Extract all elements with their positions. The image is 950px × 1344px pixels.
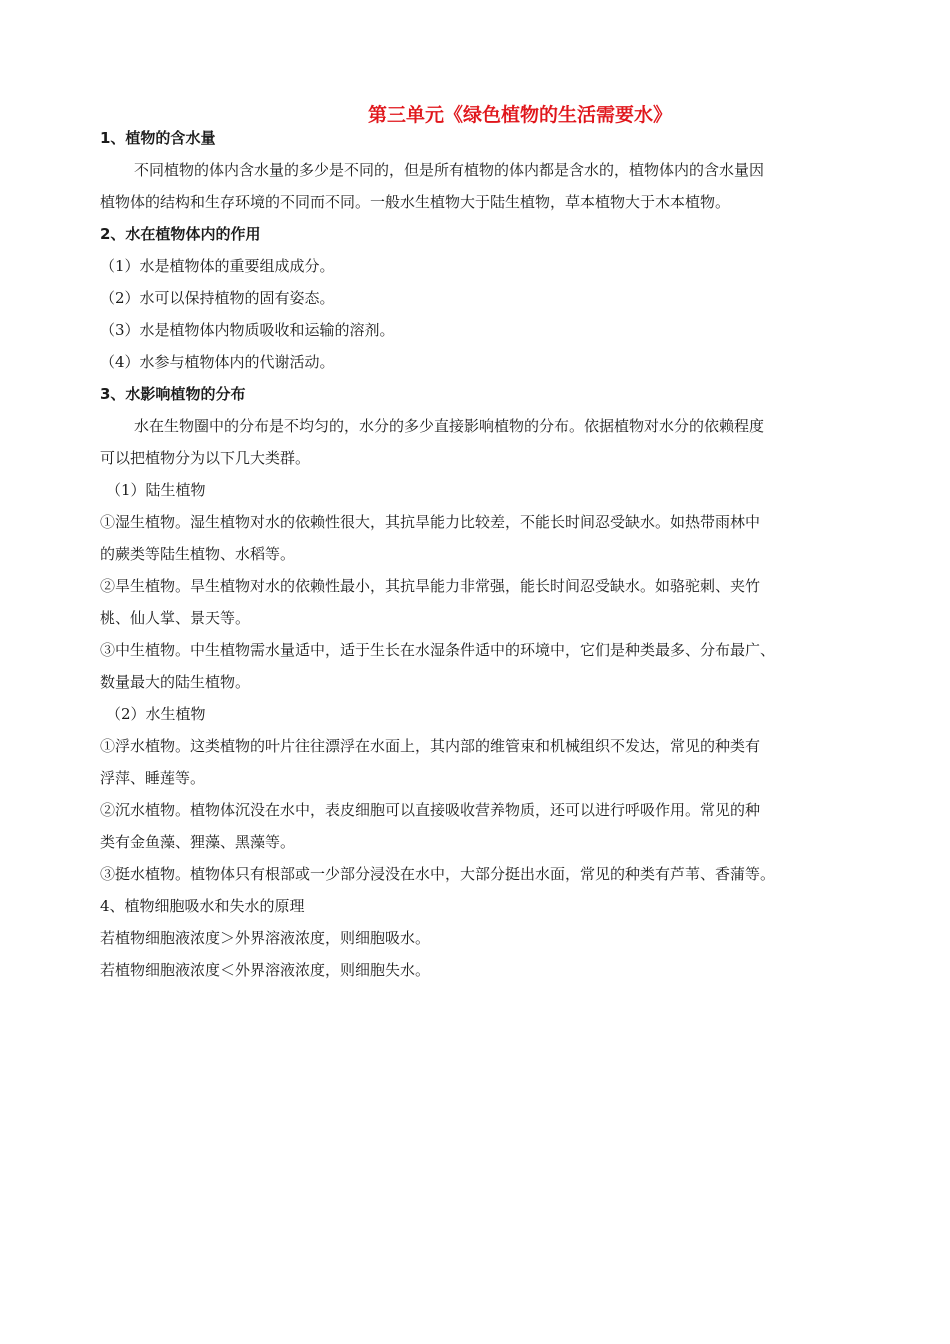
aquatic-plants-line: ③挺水植物。植物体只有根部或一少部分浸没在水中，大部分挺出水面，常见的种类有芦苇、香蒲等。 [100,865,776,883]
section-4-line: 若植物细胞液浓度＜外界溶液浓度，则细胞失水。 [100,961,431,979]
land-plants-line: 数量最大的陆生植物。 [100,673,251,691]
section-1-paragraph-line: 不同植物的体内含水量的多少是不同的，但是所有植物的体内都是含水的，植物体内的含水量因 [134,161,765,179]
section-2-item: （4）水参与植物体内的代谢活动。 [100,353,335,371]
section-3-paragraph-line: 可以把植物分为以下几大类群。 [100,449,311,467]
aquatic-plants-line: 浮萍、睡莲等。 [100,769,206,787]
section-2-item: （3）水是植物体内物质吸收和运输的溶剂。 [100,321,395,339]
land-plants-subheading: （1）陆生植物 [106,481,206,499]
land-plants-line: ②旱生植物。旱生植物对水的依赖性最小，其抗旱能力非常强，能长时间忍受缺水。如骆驼刺、夹竹 [100,577,761,595]
section-2-item: （1）水是植物体的重要组成成分。 [100,257,335,275]
section-1-heading: 1、植物的含水量 [100,129,216,147]
document-body [100,122,870,986]
aquatic-plants-line: 类有金鱼藻、狸藻、黑藻等。 [100,833,296,851]
section-2-heading: 2、水在植物体内的作用 [100,225,261,243]
aquatic-plants-subheading: （2）水生植物 [106,705,206,723]
section-4-line: 若植物细胞液浓度＞外界溶液浓度，则细胞吸水。 [100,929,431,947]
land-plants-line: ①湿生植物。湿生植物对水的依赖性很大，其抗旱能力比较差，不能长时间忍受缺水。如热带雨林中 [100,513,761,531]
document-title: 第三单元《绿色植物的生活需要水》 [368,104,673,126]
aquatic-plants-line: ①浮水植物。这类植物的叶片往往漂浮在水面上，其内部的维管束和机械组织不发达，常见的种类有 [100,737,761,755]
section-3-paragraph-line: 水在生物圈中的分布是不均匀的，水分的多少直接影响植物的分布。依据植物对水分的依赖程度 [134,417,765,435]
aquatic-plants-line: ②沉水植物。植物体沉没在水中，表皮细胞可以直接吸收营养物质，还可以进行呼吸作用。常见的种 [100,801,761,819]
section-2-item: （2）水可以保持植物的固有姿态。 [100,289,335,307]
section-1-paragraph-line: 植物体的结构和生存环境的不同而不同。一般水生植物大于陆生植物，草本植物大于木本植物。 [100,193,731,211]
land-plants-line: ③中生植物。中生植物需水量适中，适于生长在水湿条件适中的环境中，它们是种类最多、分布最广、 [100,641,776,659]
land-plants-line: 的蕨类等陆生植物、水稻等。 [100,545,296,563]
section-3-heading: 3、水影响植物的分布 [100,385,246,403]
land-plants-line: 桃、仙人掌、景天等。 [100,609,251,627]
section-4-heading: 4、植物细胞吸水和失水的原理 [100,897,305,915]
